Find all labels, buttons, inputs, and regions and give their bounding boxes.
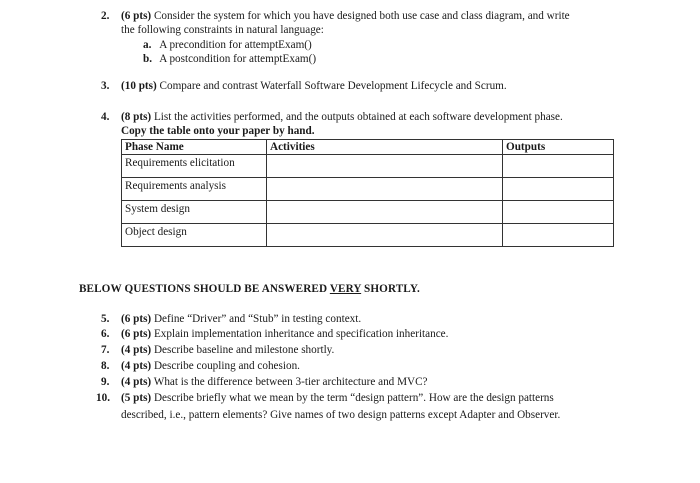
table-row	[122, 224, 614, 247]
question-4-text: (8 pts) List the activities performed, and the outputs obtained at each software development phase.	[121, 111, 563, 123]
question-9-text: (4 pts) What is the difference between 3-tier architecture and MVC?	[121, 376, 428, 388]
row-phase-name: Requirements elicitation	[122, 155, 267, 178]
question-5-text: (6 pts) Define “Driver” and “Stub” in testing context.	[121, 313, 362, 325]
table-header-row	[122, 140, 614, 155]
question-2-line-1: (6 pts) Consider the system for which you have designed both use case and class diagram, and write	[121, 10, 570, 22]
question-8-number: 8.	[101, 360, 110, 372]
table-row	[122, 178, 614, 201]
table-row	[122, 201, 614, 224]
question-9-number: 9.	[101, 376, 110, 388]
question-2-sub-a: a. A precondition for attemptExam()	[143, 39, 312, 51]
row-activities-cell	[267, 178, 503, 201]
question-10-line-1: (5 pts) Describe briefly what we mean by the term “design pattern”. How are the design patterns	[121, 392, 554, 404]
row-outputs-cell	[503, 155, 614, 178]
row-phase-name: Requirements analysis	[122, 178, 267, 201]
short-answer-heading: BELOW QUESTIONS SHOULD BE ANSWERED VERY SHORTLY.	[79, 283, 420, 295]
question-3-number: 3.	[101, 80, 110, 92]
row-phase-name: Object design	[122, 224, 267, 247]
question-5-number: 5.	[101, 313, 110, 325]
question-4-number: 4.	[101, 111, 110, 123]
question-8-text: (4 pts) Describe coupling and cohesion.	[121, 360, 300, 372]
row-outputs-cell	[503, 178, 614, 201]
row-outputs-cell	[503, 201, 614, 224]
question-6-number: 6.	[101, 328, 110, 340]
question-2-sub-b: b. A postcondition for attemptExam()	[143, 53, 317, 65]
question-10-line-2: described, i.e., pattern elements? Give names of two design patterns except Adapter and Observer.	[121, 409, 561, 421]
row-outputs-cell	[503, 224, 614, 247]
question-6-text: (6 pts) Explain implementation inheritance and specification inheritance.	[121, 328, 449, 340]
phase-table	[121, 139, 614, 247]
copy-table-note: Copy the table onto your paper by hand.	[121, 125, 315, 137]
row-activities-cell	[267, 201, 503, 224]
header-phase-name: Phase Name	[122, 140, 267, 155]
table-row	[122, 155, 614, 178]
question-2-line-2: the following constraints in natural language:	[121, 24, 324, 36]
question-3-text: (10 pts) Compare and contrast Waterfall Software Development Lifecycle and Scrum.	[121, 80, 507, 92]
header-outputs: Outputs	[503, 140, 614, 155]
header-activities: Activities	[267, 140, 503, 155]
question-7-text: (4 pts) Describe baseline and milestone shortly.	[121, 344, 335, 356]
row-phase-name: System design	[122, 201, 267, 224]
question-7-number: 7.	[101, 344, 110, 356]
question-2-number: 2.	[101, 10, 110, 22]
row-activities-cell	[267, 155, 503, 178]
question-10-number: 10.	[96, 392, 110, 404]
row-activities-cell	[267, 224, 503, 247]
